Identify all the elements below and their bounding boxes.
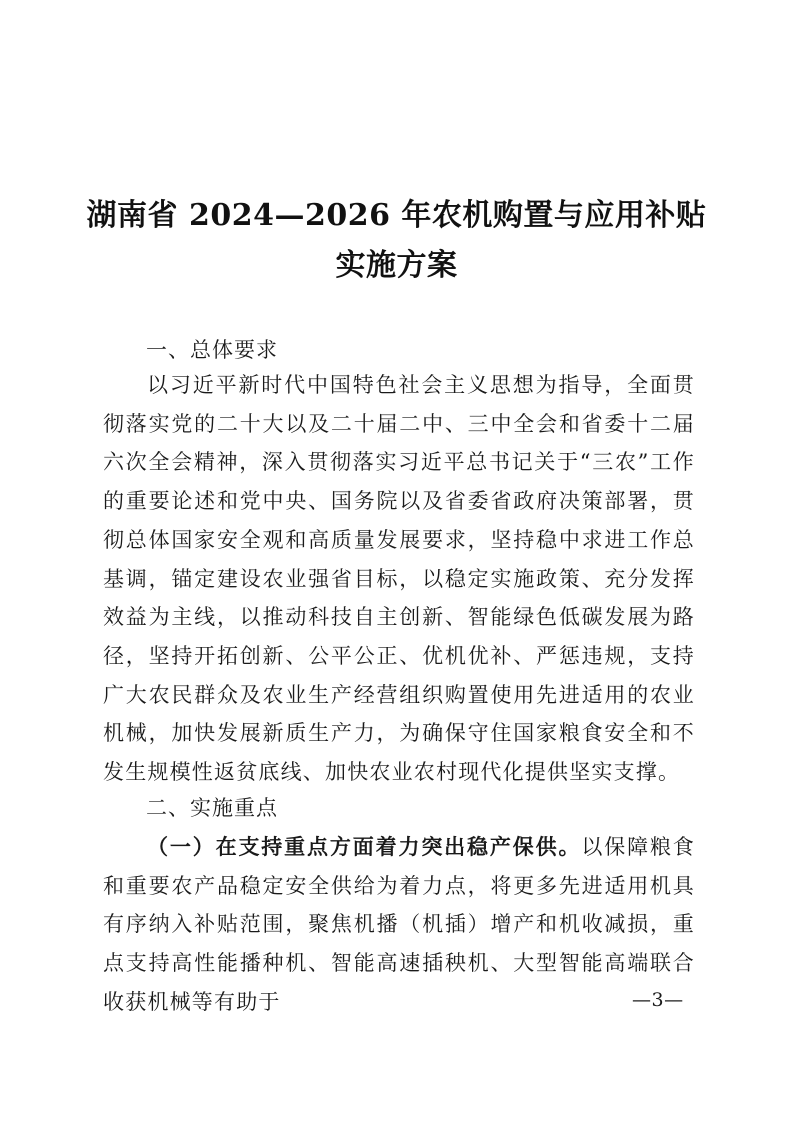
section-2-paragraph (103, 828, 695, 1022)
page-number: —3— (632, 989, 684, 1011)
section-1-heading: 一、总体要求 (146, 338, 278, 362)
subsection-1-heading: （一）在支持重点方面着力突出稳产保供。 (147, 834, 582, 859)
title-line-2: 实施方案 (335, 248, 458, 283)
section-1-paragraph: 以习近平新时代中国特色社会主义思想为指导，全面贯彻落实党的二十大以及二十届二中、三中全会和省委十二届六次全会精神，深入贯彻落实习近平总书记关于“三农”工作的重要论述和党中央、国务院以及省委省政府决策部署，贯彻总体国家安全观和高质量发展要求，坚持稳中求进工作总基调，锚定建设农业强省目标，以稳定实施政策、充分发挥效益为主线，以推动科技自主创新、智能绿色低碳发展为路径，坚持开拓创新、公平公正、优机优补、严惩违规，支持广大农民群众及农业生产经营组织购置使用先进适用的农业机械，加快发展新质生产力，为确保守住国家粮食安全和不发生规模性返贫底线、加快农业农村现代化提供坚实支撑。 (103, 373, 695, 785)
title-line-1: 湖南省 2024—2026 年农机购置与应用补贴 (86, 198, 707, 233)
section-2-heading: 二、实施重点 (146, 796, 278, 820)
subsection-1-text: 以保障粮食和重要农产品稳定安全供给为着力点，将更多先进适用机具有序纳入补贴范围，聚焦机播（机插）增产和机收减损，重点支持高性能播种机、智能高速插秧机、大型智能高端联合收获机械等有助于 (103, 835, 696, 1014)
document-title (0, 191, 793, 291)
